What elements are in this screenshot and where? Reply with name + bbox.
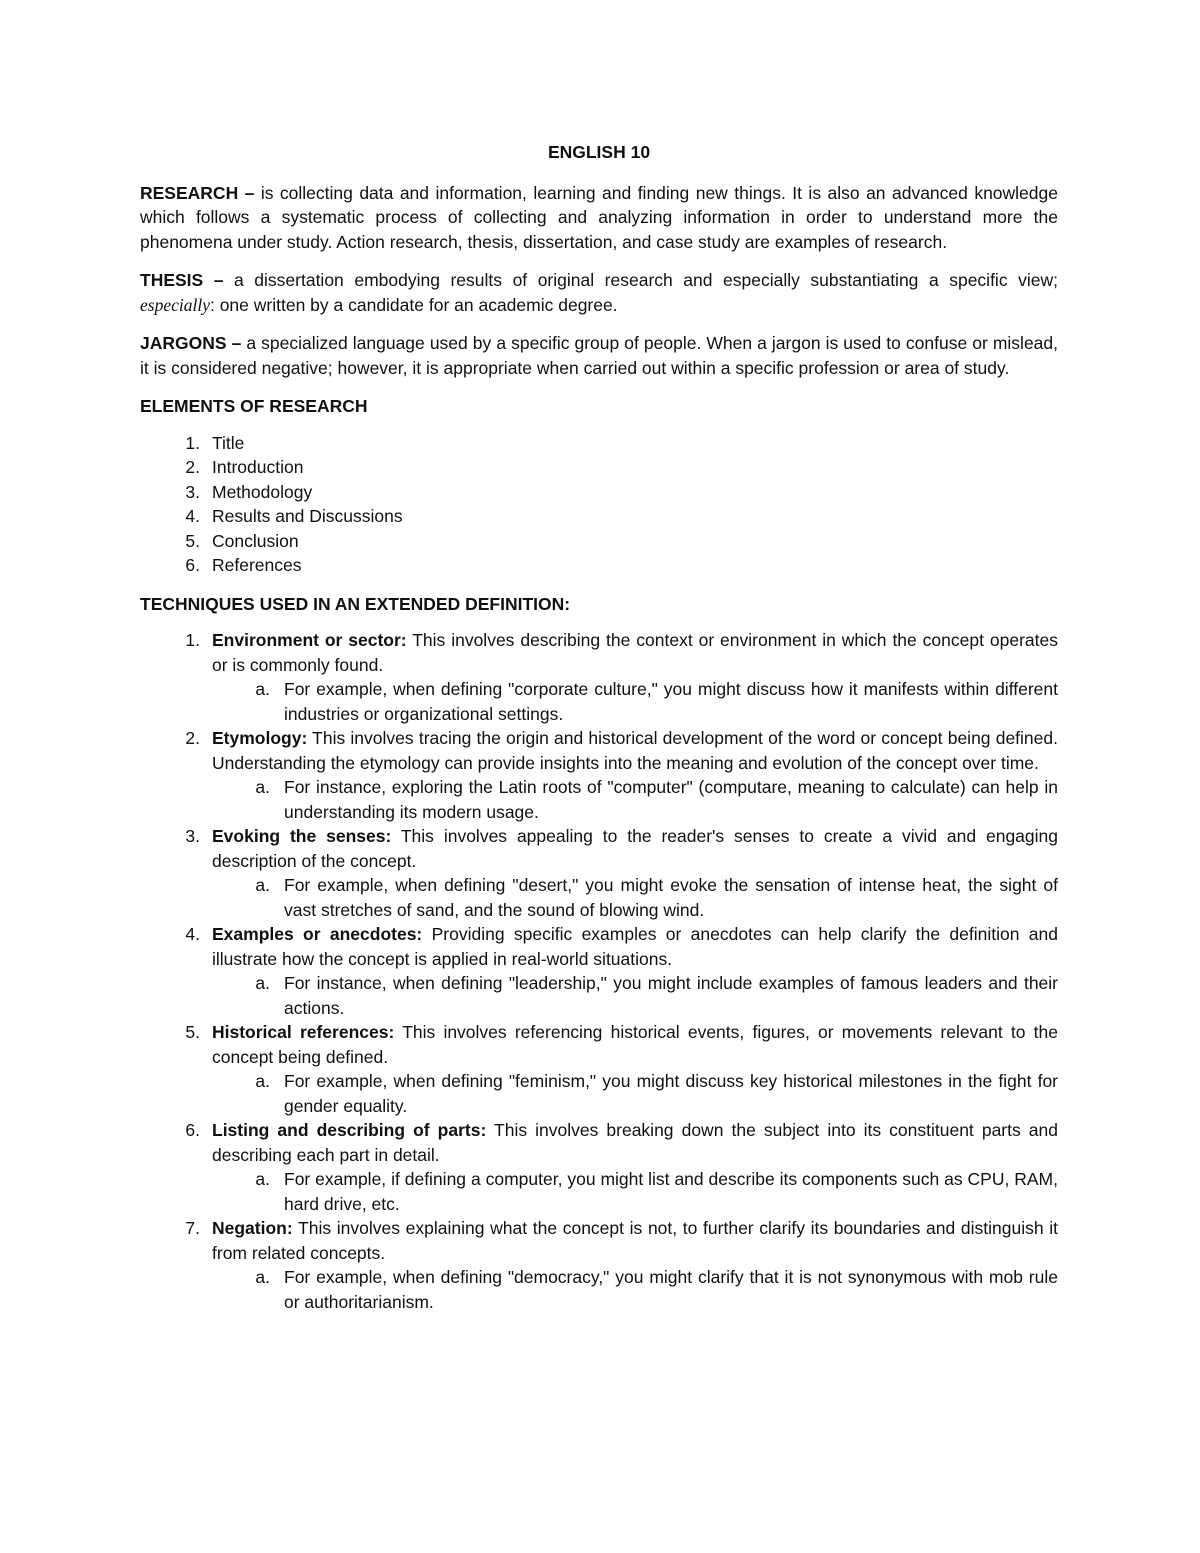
technique-number: 3. [185, 826, 200, 846]
definition-text: is collecting data and information, learning and finding new things. It is also an advanced knowledge which follows a systematic process of collecting and analyzing information in order to understand more the phenomena under study. Action research, thesis, dissertation, and case study are examples of research. [140, 182, 1058, 252]
technique-item [140, 824, 1058, 873]
definition-text: a specialized language used by a specific group of people. When a jargon is used to confuse or mislead, it is considered negative; however, it is appropriate when carried out within a specific profession or area of study. [140, 333, 1059, 378]
definition-text-after: : one written by a candidate for an academic degree. [209, 294, 618, 315]
list-item [140, 504, 1058, 529]
list-item [140, 455, 1058, 480]
list-item [140, 529, 1058, 554]
technique-term: Listing and describing of parts: [212, 1120, 487, 1140]
list-item [140, 553, 1058, 578]
technique-item [140, 1020, 1058, 1069]
definition-text: a dissertation embodying results of original research and especially substantiating a specific view; [223, 270, 1058, 290]
technique-subitem [140, 971, 1058, 1020]
subitem-text: For example, when defining "feminism," you might discuss key historical milestones in the fight for gender equality. [284, 1071, 1058, 1116]
subitem-text: For example, if defining a computer, you might list and describe its components such as CPU, RAM, hard drive, etc. [284, 1169, 1058, 1214]
technique-body [212, 824, 1058, 873]
list-number: 1. [185, 432, 200, 453]
technique-item [140, 1118, 1058, 1167]
technique-term: Etymology: [212, 728, 308, 748]
technique-subitem [140, 1265, 1058, 1314]
technique-body [212, 922, 1058, 971]
list-number: 5. [185, 530, 200, 551]
technique-text: This involves tracing the origin and historical development of the word or concept being defined. Understanding the etymology can provide insights into the meaning and evolution of the concept over time. [212, 728, 1058, 773]
subitem-text: For instance, exploring the Latin roots of "computer" (computare, meaning to calculate) can help in understanding its modern usage. [284, 777, 1058, 822]
technique-subitem [140, 1069, 1058, 1118]
subitem-letter: a. [255, 973, 270, 993]
techniques-heading: TECHNIQUES USED IN AN EXTENDED DEFINITION: [140, 593, 571, 614]
list-label: Conclusion [212, 530, 299, 551]
technique-number: 1. [185, 630, 200, 650]
technique-item [140, 922, 1058, 971]
definition-term: RESEARCH – [140, 182, 255, 203]
subitem-text: For example, when defining "democracy," you might clarify that it is not synonymous with mob rule or authoritarianism. [284, 1267, 1058, 1312]
list-label: References [212, 555, 302, 575]
technique-item [140, 628, 1058, 677]
list-number: 4. [185, 506, 200, 526]
techniques-list [140, 628, 1058, 1314]
document-title: ENGLISH 10 [547, 142, 651, 162]
technique-number: 4. [185, 924, 200, 944]
technique-text: This involves referencing historical events, figures, or movements relevant to the concept being defined. [212, 1022, 1058, 1067]
technique-number: 5. [185, 1022, 200, 1042]
technique-term: Historical references: [212, 1022, 395, 1042]
list-number: 3. [185, 481, 200, 502]
technique-body [212, 726, 1058, 775]
definition-thesis [140, 268, 1058, 317]
technique-body [212, 1216, 1058, 1265]
technique-text: This involves breaking down the subject into its constituent parts and describing each part in detail. [212, 1120, 1058, 1165]
technique-subitem [140, 775, 1058, 824]
subitem-text: For example, when defining "corporate culture," you might discuss how it manifests within different industries or organizational settings. [284, 679, 1058, 724]
technique-text: This involves explaining what the concept is not, to further clarify its boundaries and distinguish it from related concepts. [212, 1218, 1058, 1263]
technique-text: This involves describing the context or environment in which the concept operates or is commonly found. [212, 630, 1058, 675]
document-page [140, 140, 1058, 1314]
technique-term: Environment or sector: [212, 630, 407, 650]
subitem-letter: a. [255, 679, 270, 699]
technique-text: This involves appealing to the reader's senses to create a vivid and engaging description of the concept. [212, 826, 1058, 871]
list-label: Title [212, 432, 245, 453]
list-item [140, 480, 1058, 505]
elements-heading: ELEMENTS OF RESEARCH [140, 396, 368, 416]
subitem-text: For instance, when defining "leadership," you might include examples of famous leaders and their actions. [284, 973, 1058, 1018]
subitem-letter: a. [255, 875, 270, 895]
technique-number: 2. [185, 728, 200, 748]
list-item [140, 431, 1058, 456]
technique-number: 6. [185, 1120, 200, 1140]
definition-term: THESIS – [140, 270, 224, 290]
technique-text: Providing specific examples or anecdotes can help clarify the definition and illustrate how the concept is applied in real-world situations. [212, 924, 1058, 969]
technique-number: 7. [185, 1218, 200, 1238]
elements-list [140, 431, 1058, 578]
definition-italic-word: especially [140, 294, 210, 315]
subitem-text: For example, when defining "desert," you might evoke the sensation of intense heat, the sight of vast stretches of sand, and the sound of blowing wind. [284, 875, 1058, 920]
list-number: 2. [185, 457, 200, 477]
technique-subitem [140, 1167, 1058, 1216]
subitem-letter: a. [255, 1169, 270, 1189]
technique-body [212, 1118, 1058, 1167]
technique-item [140, 726, 1058, 775]
subitem-letter: a. [255, 1071, 270, 1091]
technique-body [212, 1020, 1058, 1069]
technique-term: Examples or anecdotes: [212, 924, 423, 944]
list-label: Introduction [212, 457, 304, 477]
list-label: Results and Discussions [212, 506, 403, 526]
technique-term: Evoking the senses: [212, 826, 392, 846]
list-label: Methodology [212, 481, 313, 502]
technique-term: Negation: [212, 1218, 293, 1238]
definition-term: JARGONS – [140, 333, 242, 353]
subitem-letter: a. [255, 777, 270, 797]
technique-body [212, 628, 1058, 677]
subitem-letter: a. [255, 1267, 270, 1287]
technique-subitem [140, 677, 1058, 726]
technique-item [140, 1216, 1058, 1265]
definition-research [140, 181, 1058, 255]
list-number: 6. [185, 555, 200, 575]
technique-subitem [140, 873, 1058, 922]
definition-jargons [140, 331, 1058, 380]
